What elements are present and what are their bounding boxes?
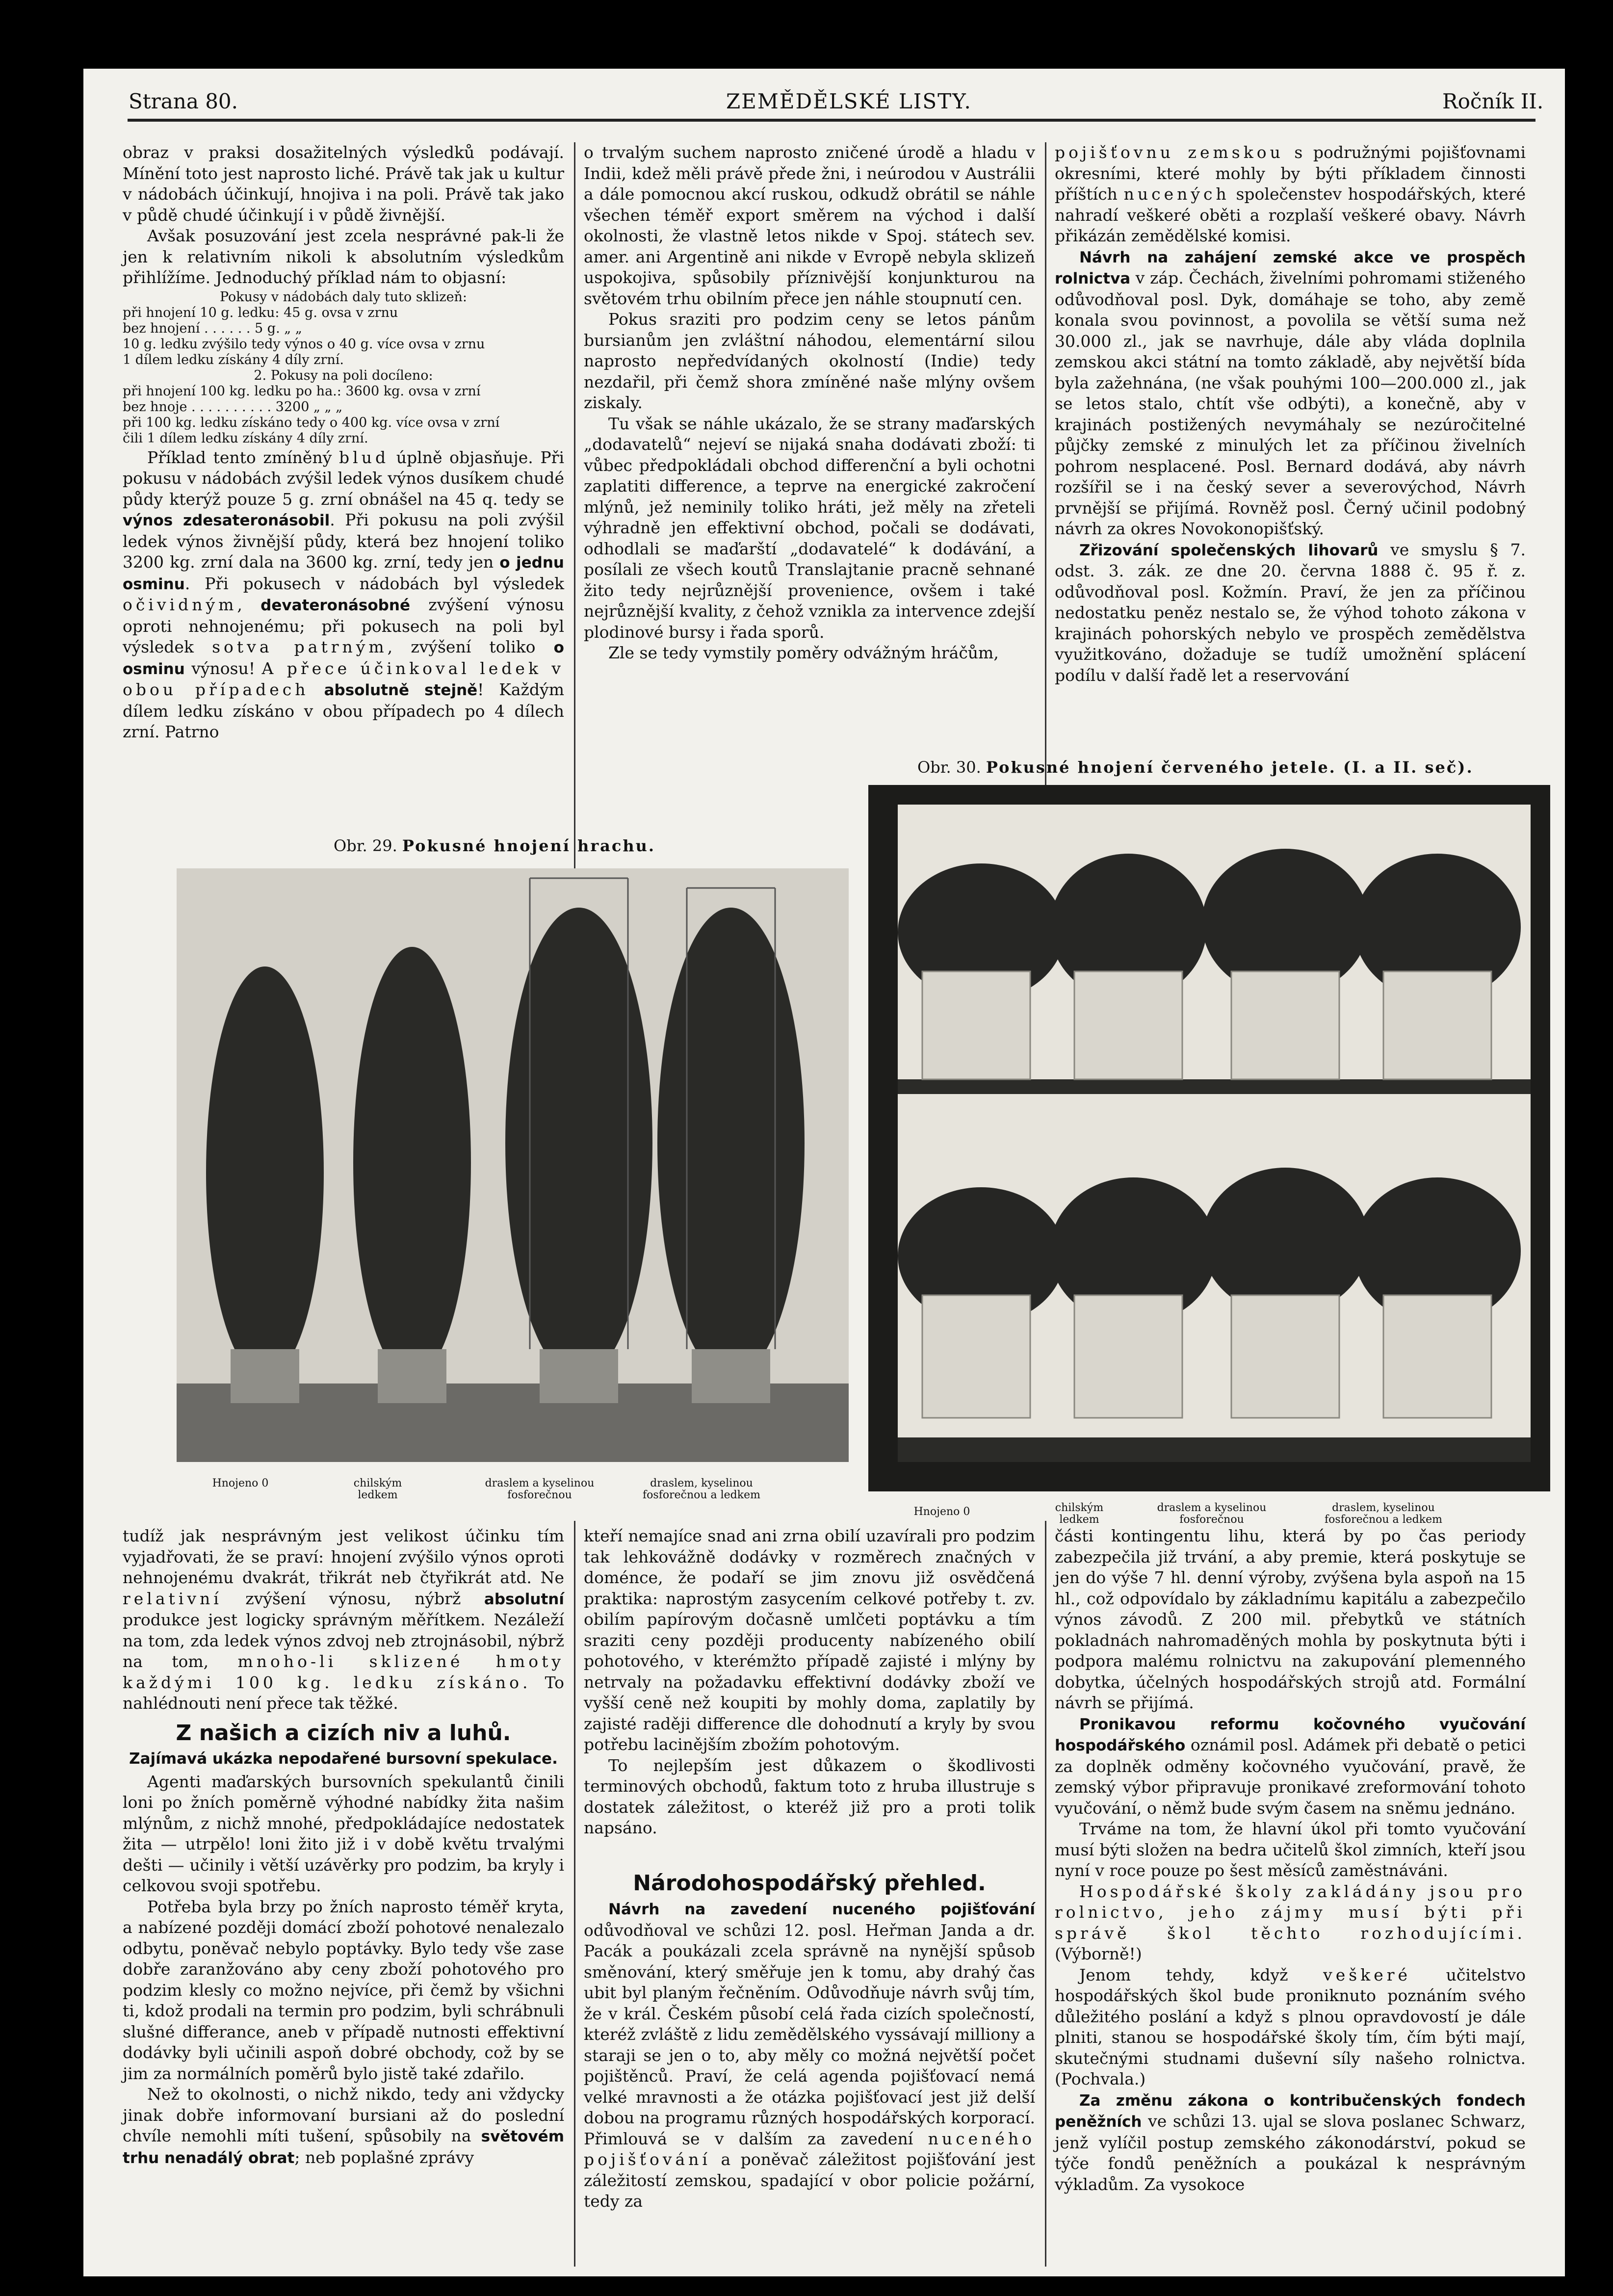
column-divider [1045, 1521, 1046, 2267]
fig29-label: draslem, kyselinou fosforečnou a ledkem [643, 1477, 760, 1501]
column-3-bottom [1055, 1526, 1526, 2195]
experiment-line: Pokusy v nádobách daly tuto sklizeň: [219, 289, 468, 305]
fig30-label: draslem, kyselinou fosforečnou a ledkem [1325, 1502, 1442, 1526]
experiment-table [123, 289, 564, 446]
paragraph: tudíž jak nesprávným jest velikost účinku tím vyjadřovati, že se praví: hnojení zvýšilo výnos oproti nehnojenému dvakrát, třikrát neb čtyřikrát atd. Ne relativní zvýšení výnosu, nýbrž absolutní produkce jest logicky správným měřítkem. Nezáleží na tom, zda ledek výnos zdvoj neb ztrojnásobil, nýbrž na tom, mnoho-li sklizené hmoty každými 100 kg. ledku získáno. To nahlédnouti není přece tak těžké. [123, 1526, 564, 1713]
experiment-line: 10 g. ledku zvýšilo tedy výnos o 40 g. více ovsa v zrnu [123, 336, 485, 352]
paragraph: Pronikavou reformu kočovného vyučování hospodářského oznámil posl. Adámek při debatě o petici za doplněk odměny kočovného vyučování, pravě, že zemský výbor připravuje pronikavé zreformování tohoto vyučování, o němž bude svým časem na sněmu jednáno. [1055, 1715, 1526, 1818]
paragraph: Zle se tedy vymstily poměry odvážným hráčům, [608, 643, 999, 662]
paragraph: pojišťovnu zemskou s podružnými pojišťovnami okresními, které mohly by býti příkladem činnosti příštích nucených společenstev hospodářských, které nahradí veškeré oběti a rozplaší veškeré obavy. Návrh přikázán zemědělské komisi. [1055, 143, 1526, 245]
paragraph: kteří nemajíce snad ani zrna obilí uzavírali pro podzim tak lehkovážně dodávky v rozměrech značných v doménce, že podaří se jim znovu již osvědčená praktika: naprostým zasycením celkové potřeby t. zv. obilím papírovým dočasně umlčeti poptávku a tím sraziti ceny později producenty nabízeného obilí pohotového, v kterémžto případě zajisté i mlýny by netrvaly na požadavku effektivní dodávky zboží ve vyšší ceně než koupiti by mohly doma, zaplatily by zajisté raději difference dle dohodnutí a kryly by svou potřebu lacinějším zbožím pohotovým. [584, 1526, 1035, 1754]
column-2-top [584, 142, 1035, 664]
fig29-label: Hnojeno 0 [212, 1477, 269, 1489]
section-heading: Z našich a cizích niv a luhů. [176, 1720, 511, 1746]
experiment-line: bez hnojení . . . . . . 5 g. „ „ [123, 320, 302, 336]
paragraph: Tu však se náhle ukázalo, že se strany maďarských „dodavatelů“ nejeví se nijaká snaha dodávati zboží: ti vůbec předpokládali obchod differenční a byli ochotni zaplatiti difference, a teprve na energické zakročení mlýnů, jež neminily toliko hráti, jež měly na zřeteli výhradně jen effektivní obchod, počali se dodávati, odhodlali se maďarští „dodavatelé“ k dodávání, a posílali ze všech koutů Translajtanie pracně sehnané žito tedy nejrůznější provenience, ovšem i také nejrůznější kvality, z čehož vznikla za intervence zdejší plodinové bursy i řada sporů. [584, 414, 1035, 642]
column-divider [574, 142, 575, 868]
paragraph: Za změnu zákona o kontribučenských fondech peněžních ve schůzi 13. ujal se slova poslanec Schwarz, jenž vylíčil postup zemského zákonodárství, pokud se týče fondů peněžních a poukázal k nesprávným výkladům. Za vysokoce [1055, 2091, 1526, 2194]
pea-plants-illustration [177, 868, 849, 1462]
figure-29-photo [177, 868, 849, 1462]
section-subheading: Zajímavá ukázka nepodařené bursovní spekulace. [129, 1750, 558, 1768]
journal-title: ZEMĚDĚLSKÉ LISTY. [726, 89, 972, 113]
column-1-top [123, 142, 564, 743]
experiment-line: 1 dílem ledku získány 4 díly zrní. [123, 352, 344, 367]
column-2-bottom [584, 1526, 1035, 2212]
paragraph: Avšak posuzování jest zcela nesprávné pak-li že jen k relativním nikoli k absolutním výsledkům přihlížíme. Jednoduchý příklad nám to objasní: [123, 226, 564, 287]
paragraph: To nejlepším jest důkazem o škodlivosti terminových obchodů, faktum toto z hruba illustruje s dostatek záležitost, o kteréž již pro a proti tolik napsáno. [584, 1755, 1035, 1837]
header-rule [128, 119, 1535, 122]
paragraph: části kontingentu lihu, která by po čas periody zabezpečila již trvání, a aby premie, která poskytuje se jen do výše 7 hl. denní výroby, zvýšena byla aspoň na 15 hl., což odpovídalo by základnímu kapitálu a zabezpečilo výnos závodů. Z 200 mil. přebytků ve státních pokladnách nahromaděných mohla by poskytnuta býti i podpora malému rolnictvu na zakupování plemenného dobytka, účelných hospodářských strojů atd. Formální návrh se přijímá. [1055, 1526, 1526, 1712]
paragraph: obraz v praksi dosažitelných výsledků podávají. Mínění toto jest naprosto liché. Právě tak jak u kultur v nádobách účinkují, hnojiva i na poli. Právě tak jako v půdě chudé účinkují i v půdě živnější. [123, 143, 564, 225]
fig30-label: draslem a kyselinou fosforečnou [1157, 1502, 1267, 1526]
experiment-line: 2. Pokusy na poli docíleno: [254, 367, 433, 383]
page-number: Strana 80. [129, 89, 238, 113]
experiment-line: při hnojení 100 kg. ledku po ha.: 3600 kg. ovsa v zrní [123, 383, 481, 399]
paragraph-example: Příklad tento zmíněný blud úplně objasňuje. Při pokusu v nádobách zvýšil ledek výnos dusíkem chudé půdy kterýž pouze 5 g. zrní obnášel na 45 q. tedy se výnos zdesateronásobil. Při pokusu na poli zvýšil ledek výnos živnější půdy, která bez hnojení toliko 3200 kg. zrní dala na 3600 kg. zrní, tedy jen o jednu osminu. Při pokusech v nádobách byl výsledek očividným, devateronásobné zvýšení výnosu oproti nehnojenému; při pokusech na poli byl výsledek sotva patrným, zvýšení toliko o osminu výnosu! A přece účinkoval ledek v obou případech absolutně stejně! Každým dílem ledku získáno v obou případech po 4 dílech zrní. Patrno [123, 447, 564, 741]
fig29-label: chilským ledkem [353, 1477, 402, 1501]
figure-29-caption: Obr. 29. Pokusné hnojení hrachu. [334, 836, 656, 855]
fig29-label: draslem a kyselinou fosforečnou [485, 1477, 595, 1501]
figure-30-caption: Obr. 30. Pokusné hnojení červeného jetele. (I. a II. seč). [917, 758, 1474, 777]
figure-30-photo [868, 785, 1550, 1491]
paragraph: Než to okolnosti, o nichž nikdo, tedy ani vždycky jinak dobře informovaní bursiani až do poslední chvíle nemohli míti tušení, spůsobily na světovém trhu nenadálý obrat; neb poplašné zprávy [123, 2085, 564, 2167]
paragraph: Jenom tehdy, když veškeré učitelstvo hospodářských škol bude proniknuto poznáním svého důležitého poslání a když s plnou opravdovostí je dále plniti, stanou se hospodářské školy tím, čím býti mají, skutečnými studnami duševní síly našeho rolnictva. (Pochvala.) [1055, 1965, 1526, 2088]
experiment-line: bez hnoje . . . . . . . . . . 3200 „ „ „ [123, 399, 343, 415]
experiment-line: při hnojení 10 g. ledku: 45 g. ovsa v zrnu [123, 305, 398, 320]
paragraph: Hospodářské školy zakládány jsou pro rolnictvo, jeho zájmy musí býti při správě škol těchto rozhodujícími. (Výborně!) [1055, 1881, 1526, 1963]
paragraph: Agenti maďarských bursovních spekulantů činili loni po žních poměrně výhodné nabídky žita našim mlýnům, z nichž mnohé, předpokládajíce nedostatek žita — utrpělo! loni žito již i v době květu trvalými dešti — učinily i větší uzávěrky pro podzim, ba kryly i celkovou svoji spotřebu. [123, 1772, 564, 1895]
experiment-line: při 100 kg. ledku získáno tedy o 400 kg. více ovsa v zrní [123, 415, 500, 430]
column-divider [574, 1521, 575, 2267]
paragraph: Návrh na zahájení zemské akce ve prospěch rolnictva v záp. Čechách, živelními pohromami stiženého odůvodňoval posl. Dyk, domáhaje se toho, aby země konala svou povinnost, a povolila se větší suma než 30.000 zl., jak se navrhuje, dále aby vláda doplnila zemskou akci státní na tomto základě, aby největší bída byla zažehnána, (ne však pouhými 100—200.000 zl., jak se letos stalo, chtít vše odbýti), a konečně, aby v krajinách postižených nevymáhaly se nezúročitelné půjčky zemské z minulých let za příčinou živelních pohrom nesplacené. Posl. Bernard dodává, aby návrh rozšířil se i na český sever a severovýchod, Návrh prvnější se přijímá. Rovněž posl. Černý učinil podobný návrh za okres Novokonopišťský. [1055, 248, 1526, 538]
column-3-top [1055, 142, 1526, 686]
paragraph: Zřizování společenských lihovarů ve smyslu § 7. odst. 3. zák. ze dne 20. června 1888 č. 95 ř. z. odůvodňoval posl. Kožmín. Praví, že jen za příčinou nedostatku peněz nestalo se, že výhod tohoto zákona v krajinách pohorských nebylo ve prospěch zemědělstva využitkováno, dožaduje se tudíž umožnění splácení podílu v další řadě let a reservování [1055, 540, 1526, 685]
experiment-line: čili 1 dílem ledku získány 4 díly zrní. [123, 430, 368, 446]
paragraph: o trvalým suchem naprosto zničené úrodě a hladu v Indii, kdež měli právě přede žni, i neúrodou v Austrálii a dále pomocnou akcí ruskou, odkudž obrátil se náhle všechen téměř export směrem na východ i další okolnosti, že vlastně letos nikde v Spoj. státech sev. amer. ani Argentině ani nikde v Evropě nebyla sklizeň uspokojiva, spůsobily příznivější konjunkturou na světovém trhu obilním přece jen náhle stoupnutí cen. [584, 143, 1035, 308]
column-1-bottom [123, 1526, 564, 2168]
paragraph: Pokus sraziti pro podzim ceny se letos pánům bursianům jen zvláštní náhodou, elementární silou naprosto nepředvídaných okolností (Indie) tedy nezdařil, při čemž shora zmíněné naše mlýny ovšem ziskaly. [584, 310, 1035, 412]
column-divider [1045, 142, 1046, 809]
fig30-label: Hnojeno 0 [913, 1506, 970, 1518]
paragraph: Trváme na tom, že hlavní úkol při tomto vyučování musí býti složen na bedra učitelů škol zimních, kteří jsou nyní v roce pouze po šest měsíců zaměstnáváni. [1055, 1819, 1526, 1880]
section-heading: Národohospodářský přehled. [633, 1870, 986, 1896]
volume-label: Ročník II. [1442, 89, 1544, 113]
fig30-label: chilským ledkem [1055, 1502, 1104, 1526]
paragraph: Potřeba byla brzy po žních naprosto téměř kryta, a nabízené později domácí zboží pohotové nenalezalo odbytu, poněvač nebylo poptávky. Bylo tedy vše zase dobře zaranžováno aby ceny zboží pohotového pro podzim klesly co možno nejvíce, při čemž by všichni ti, kdož prodali na termin pro podzim, byli schrábnuli slušné differance, aneb v případě nutnosti effektivní dodávky byli učinili aspoň dobré obchody, což by se jim za normálních poměrů bylo jistě také zdařilo. [123, 1897, 564, 2083]
clover-pots-illustration [868, 785, 1550, 1491]
paragraph: Návrh na zavedení nuceného pojišťování odůvodňoval ve schůzi 12. posl. Heřman Janda a dr. Pacák a poukázali zcela správně na nynější spůsob směnování, který směřuje jen k tomu, aby drahý čas ubit byl planým řečněním. Odůvodňuje návrh svůj tím, že v král. Českém působí celá řada cizích společností, kteréž zvláště z lidu zemědělského vyssávají milliony a staraji se jen o to, aby měly co možná největší počet pojištěnců. Praví, že celá agenda pojišťovací nemá velké mravnosti a že otázka pojišťovací jest již delší dobou na programu různých hospodářských korporací. Přimlouvá se v dalším za zavedení nuceného pojišťování a poněvač záležitost pojišťování jest záležitostí zemskou, spadající v obor policie požární, tedy za [584, 1901, 1035, 2211]
newspaper-page [83, 69, 1565, 2276]
